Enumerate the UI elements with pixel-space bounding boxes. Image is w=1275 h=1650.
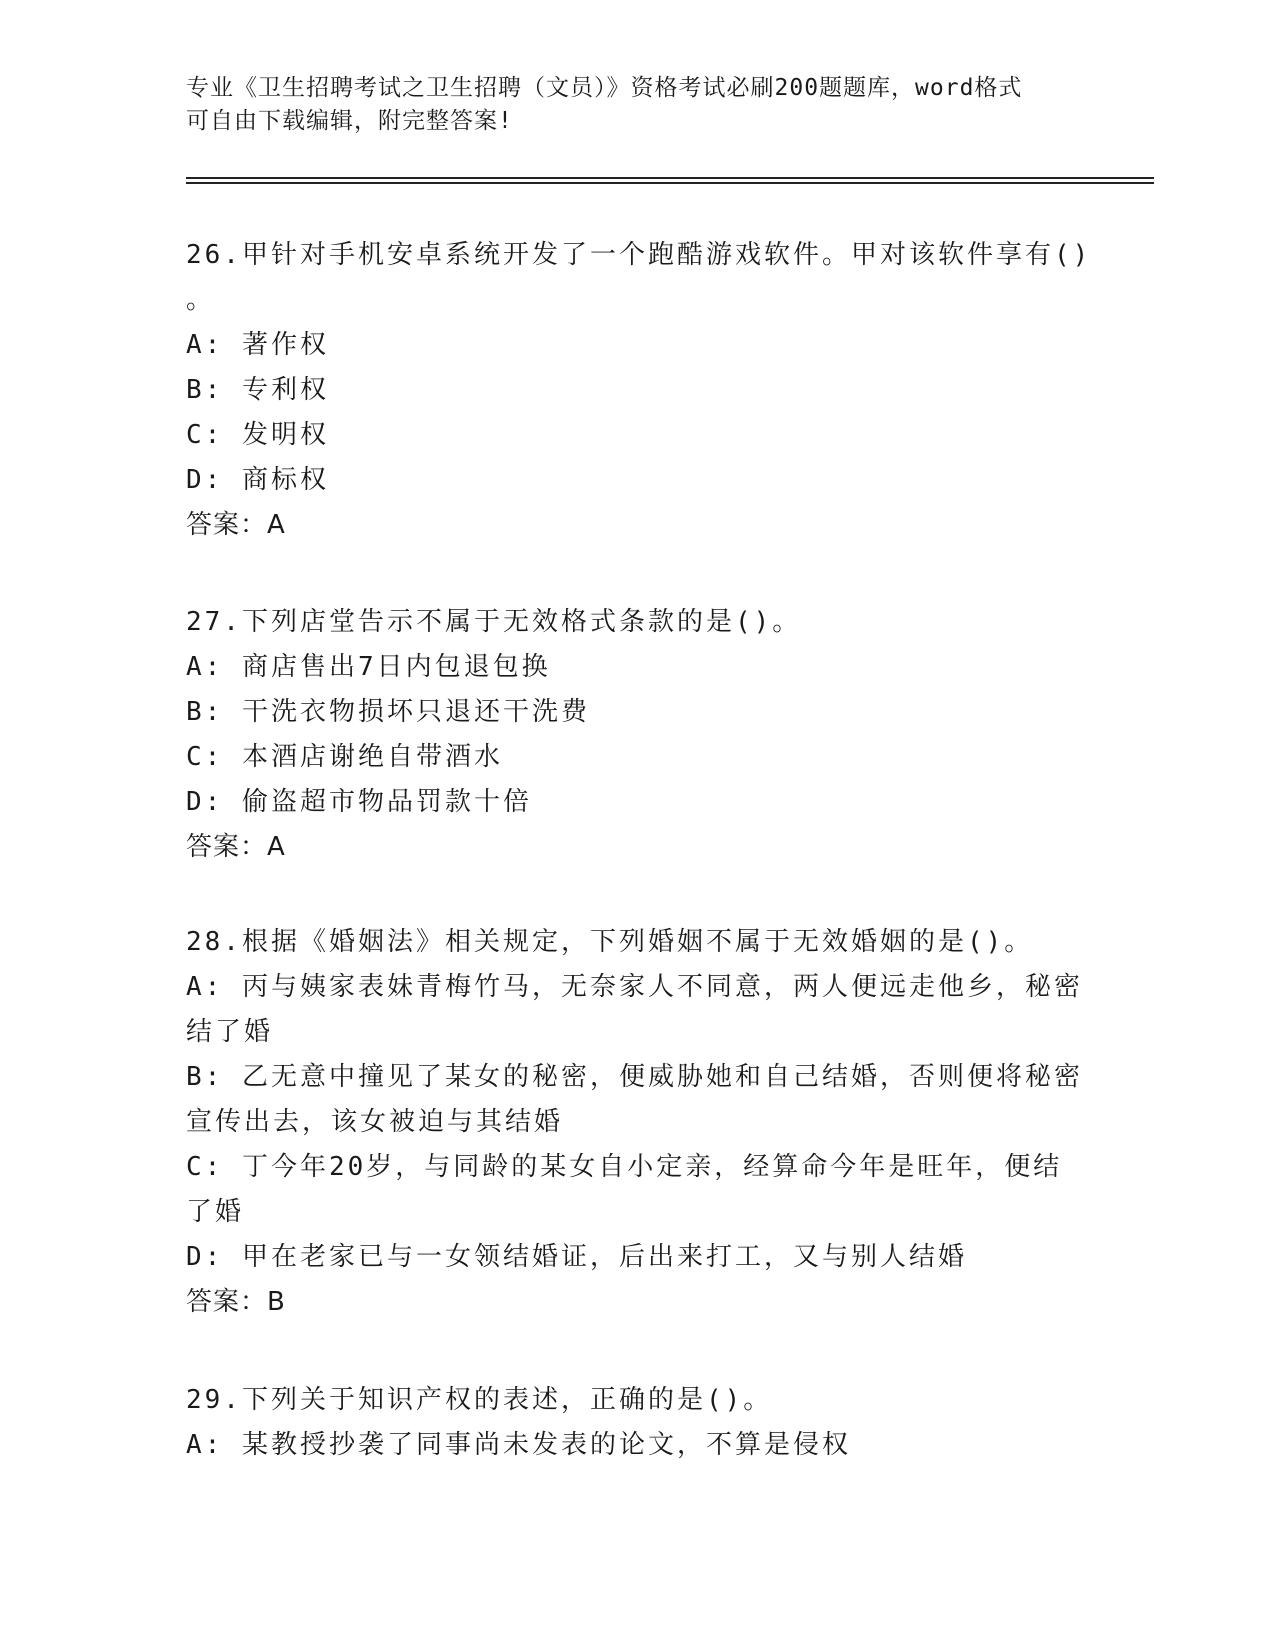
option-a: A: 丙与姨家表妹青梅竹马，无奈家人不同意，两人便远走他乡，秘密	[186, 972, 1083, 1002]
answer: 答案：B	[186, 1287, 286, 1317]
header-line-1: 专业《卫生招聘考试之卫生招聘（文员）》资格考试必刷200题题库，word格式	[186, 75, 1023, 101]
option-d: D: 甲在老家已与一女领结婚证，后出来打工，又与别人结婚	[186, 1242, 967, 1272]
option-b: B: 乙无意中撞见了某女的秘密，便威胁她和自己结婚，否则便将秘密	[186, 1062, 1083, 1092]
option-d: D: 偷盗超市物品罚款十倍	[186, 787, 532, 817]
header-divider-bottom	[186, 182, 1154, 184]
option-c: C: 本酒店谢绝自带酒水	[186, 742, 503, 772]
option-a: A: 商店售出7日内包退包换	[186, 652, 551, 682]
question-stem: 27.下列店堂告示不属于无效格式条款的是()。	[186, 607, 802, 637]
option-b: B: 干洗衣物损坏只退还干洗费	[186, 697, 590, 727]
option-b: B: 专利权	[186, 375, 329, 405]
answer: 答案：A	[186, 832, 286, 862]
question-29	[186, 1378, 1076, 1468]
option-a: A: 著作权	[186, 330, 329, 360]
option-a: A: 某教授抄袭了同事尚未发表的论文，不算是侵权	[186, 1430, 851, 1460]
option-b-continued: 宣传出去，该女被迫与其结婚	[186, 1107, 564, 1137]
question-stem: 28.根据《婚姻法》相关规定，下列婚姻不属于无效婚姻的是()。	[186, 927, 1034, 957]
header-divider-top	[186, 177, 1154, 179]
answer: 答案：A	[186, 510, 286, 540]
header-line-2: 可自由下载编辑，附完整答案!	[186, 108, 513, 134]
question-28	[186, 920, 1083, 1325]
option-c: C: 发明权	[186, 420, 329, 450]
option-d: D: 商标权	[186, 465, 329, 495]
option-c-continued: 了婚	[186, 1197, 245, 1227]
question-stem: 29.下列关于知识产权的表述，正确的是()。	[186, 1385, 773, 1415]
question-stem-continued: 。	[186, 285, 216, 315]
question-27	[186, 600, 1076, 870]
document-header	[186, 72, 1066, 138]
question-26	[186, 233, 1092, 548]
question-stem: 26.甲针对手机安卓系统开发了一个跑酷游戏软件。甲对该软件享有()	[186, 240, 1092, 270]
option-a-continued: 结了婚	[186, 1017, 274, 1047]
option-c: C: 丁今年20岁，与同龄的某女自小定亲，经算命今年是旺年，便结	[186, 1152, 1063, 1182]
